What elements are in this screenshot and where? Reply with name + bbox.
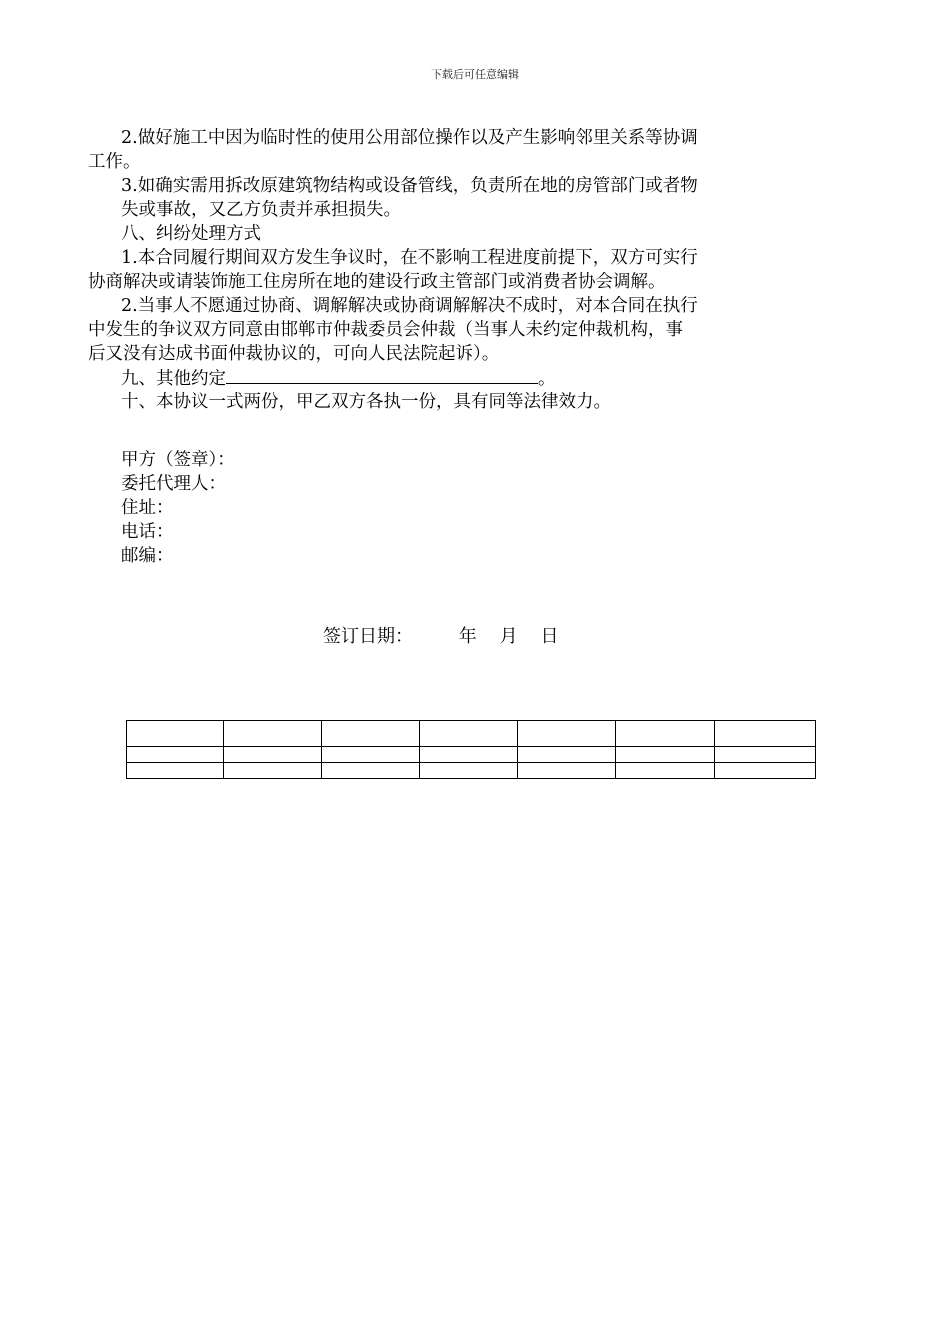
table-cell: [322, 763, 420, 779]
table-cell: [224, 747, 322, 763]
table-cell: [322, 747, 420, 763]
table-cell: [224, 721, 322, 747]
page-header: 下载后可任意编辑: [431, 68, 519, 81]
dispute-clause-1-line-2: 协商解决或请装饰施工住房所在地的建设行政主管部门或消费者协会调解。: [88, 272, 666, 292]
table-cell: [715, 747, 816, 763]
table-cell: [420, 721, 518, 747]
table-row: [127, 747, 816, 763]
table-cell: [420, 747, 518, 763]
section-9-end: 。: [538, 369, 556, 389]
phone-label: 电话：: [121, 522, 174, 542]
table-row: [127, 721, 816, 747]
clause-3-line-1: 3.如确实需用拆改原建筑物结构或设备管线，负责所在地的房管部门或者物: [121, 176, 698, 196]
other-agreement-blank[interactable]: [226, 366, 538, 384]
signing-date-line: 签订日期： 年 月 日: [323, 626, 559, 647]
empty-table: [126, 720, 816, 779]
table-cell: [715, 721, 816, 747]
table-cell: [715, 763, 816, 779]
table-row: [127, 763, 816, 779]
table-cell: [616, 763, 715, 779]
clause-3-line-2: 失或事故，又乙方负责并承担损失。: [121, 200, 401, 220]
dispute-clause-2-line-3: 后又没有达成书面仲裁协议的，可向人民法院起诉）。: [88, 344, 500, 364]
agent-label: 委托代理人：: [121, 474, 226, 494]
dispute-clause-2-line-1: 2.当事人不愿通过协商、调解解决或协商调解解决不成时，对本合同在执行: [121, 296, 698, 316]
section-9-label: 九、其他约定: [121, 369, 226, 389]
table-cell: [420, 763, 518, 779]
table-cell: [518, 763, 616, 779]
contract-body: [88, 126, 863, 414]
section-8-title: 八、纠纷处理方式: [121, 224, 261, 244]
section-10: 十、本协议一式两份，甲乙双方各执一份，具有同等法律效力。: [121, 392, 611, 412]
table-cell: [127, 763, 224, 779]
dispute-clause-1-line-1: 1.本合同履行期间双方发生争议时，在不影响工程进度前提下，双方可实行: [121, 248, 698, 268]
table-cell: [322, 721, 420, 747]
table-cell: [616, 721, 715, 747]
clause-2-line-1: 2.做好施工中因为临时性的使用公用部位操作以及产生影响邻里关系等协调: [121, 128, 698, 148]
clause-2-line-2: 工作。: [88, 152, 141, 172]
postcode-label: 邮编：: [121, 546, 174, 566]
table-cell: [127, 747, 224, 763]
table-cell: [616, 747, 715, 763]
table-cell: [127, 721, 224, 747]
address-label: 住址：: [121, 498, 174, 518]
table-cell: [518, 721, 616, 747]
table-cell: [518, 747, 616, 763]
section-9: [88, 366, 863, 390]
table-cell: [224, 763, 322, 779]
signature-block: [121, 448, 235, 568]
dispute-clause-2-line-2: 中发生的争议双方同意由邯郸市仲裁委员会仲裁（当事人未约定仲裁机构，事: [88, 320, 683, 340]
party-a-signature-label: 甲方（签章）：: [121, 450, 235, 470]
